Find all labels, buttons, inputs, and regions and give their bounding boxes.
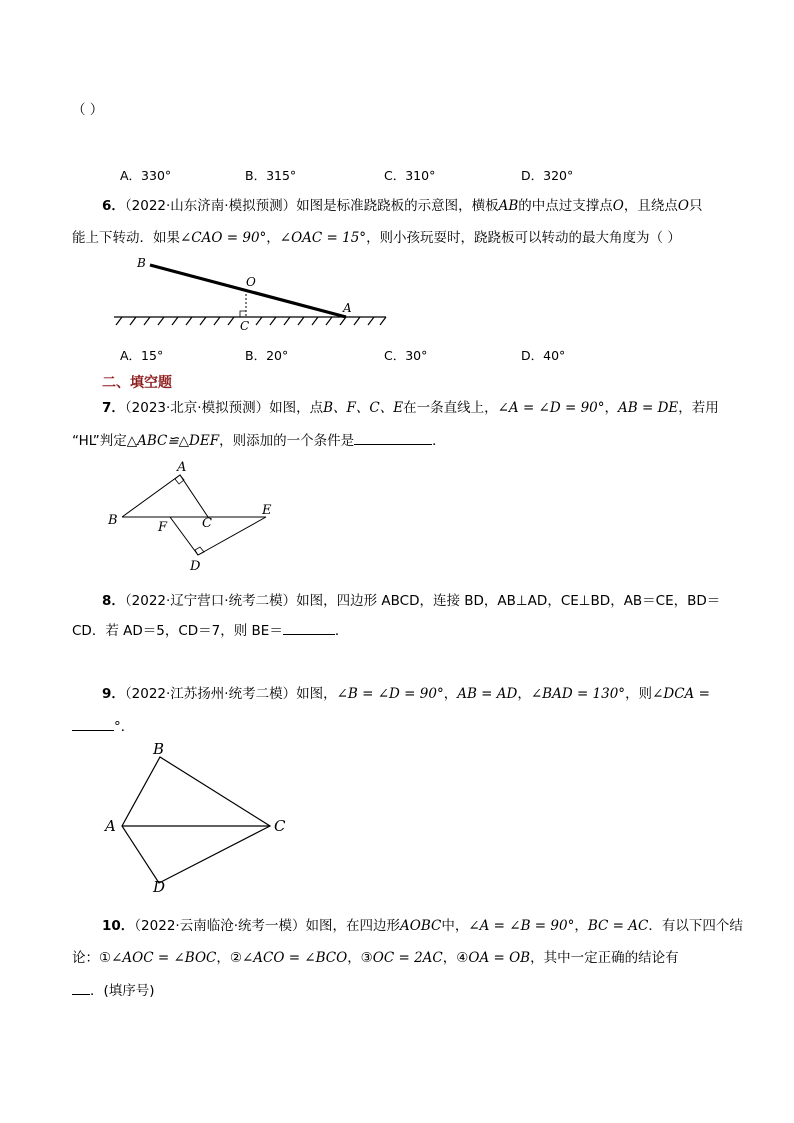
q8-answer-blank[interactable] [283, 620, 335, 635]
q5-option-d: D．320° [521, 168, 574, 183]
q9-number: 9． [102, 686, 125, 702]
q6-option-c: C．30° [384, 348, 428, 363]
q7-label-f: F [158, 520, 168, 535]
q7-number: 7． [102, 400, 125, 416]
q7-label-b: B [108, 513, 118, 528]
q10-line-2: 论：①∠AOC = ∠BOC，②∠ACO = ∠BCO，③OC = 2AC，④OA = OB，其中一定正确的结论有 [72, 950, 679, 966]
q7-label-d: D [190, 559, 201, 574]
q6-board-ab [150, 265, 346, 317]
q9-quadrilateral-abcd [122, 757, 270, 883]
q7-source: （2023·北京·模拟预测） [124, 400, 270, 416]
q6-label-o: O [246, 275, 256, 289]
q6-option-d: D．40° [521, 348, 566, 363]
q9-quadrilateral-figure [95, 735, 305, 895]
q9-source: （2022·江苏扬州·统考二模） [124, 686, 297, 702]
q9-line-2: °． [72, 716, 134, 737]
section-heading-fill-blank: 二、填空题 [102, 375, 172, 391]
q6-option-a: A．15° [120, 348, 164, 363]
q6-seesaw-figure [100, 250, 400, 340]
q6-label-c: C [240, 319, 250, 333]
q6-ground-hatching [116, 317, 386, 325]
q8-source: （2022·辽宁营口·统考二模） [124, 593, 297, 609]
q8-number: 8． [102, 593, 125, 609]
q8-line-1: 8．（2022·辽宁营口·统考二模）如图，四边形 ABCD，连接 BD，AB⊥AD，CE⊥BD，AB＝CE，BD＝ [102, 593, 721, 609]
q10-number: 10． [102, 918, 135, 934]
q9-label-d: D [153, 878, 166, 895]
q6-line-2: 能上下转动．如果∠CAO = 90°，∠OAC = 15°，则小孩玩耍时，跷跷板可以转动的最大角度为（ ） [72, 230, 681, 246]
q8-line-2: CD．若 AD＝5，CD＝7，则 BE＝ ． [72, 620, 348, 641]
q6-right-angle-mark [240, 311, 246, 317]
q6-label-b: B [137, 256, 146, 270]
q7-answer-blank[interactable] [354, 430, 432, 445]
q7-label-a: A [177, 460, 187, 475]
q7-triangles-figure [100, 452, 280, 577]
q7-line-2: “HL”判定△ABC≌△DEF，则添加的一个条件是 ． [72, 430, 446, 451]
q9-label-b: B [153, 740, 165, 758]
q5-option-a: A．330° [120, 168, 172, 183]
q9-answer-blank[interactable] [72, 716, 114, 731]
q9-label-c: C [274, 817, 286, 835]
q6-label-a: A [343, 301, 352, 315]
q5-option-b: B．315° [245, 168, 297, 183]
q9-label-a: A [105, 817, 116, 835]
q5-answer-paren: （ ） [72, 102, 104, 118]
q7-label-e: E [262, 503, 272, 518]
q7-line-1: 7．（2023·北京·模拟预测）如图，点B、F、C、E在一条直线上，∠A = ∠D = 90°，AB = DE，若用 [102, 400, 719, 416]
q7-triangle-def [170, 517, 266, 555]
q6-line-1: 6．（2022·山东济南·模拟预测）如图是标准跷跷板的示意图，横板AB的中点过支撑点O，且绕点O只 [102, 198, 703, 214]
q10-line-3: ．(填序号) [72, 980, 155, 1001]
q10-answer-blank[interactable] [72, 980, 90, 995]
q5-option-c: C．310° [384, 168, 436, 183]
q7-label-c: C [202, 516, 212, 531]
q10-source: （2022·云南临沧·统考一模） [134, 918, 306, 934]
q6-option-b: B．20° [245, 348, 289, 363]
q10-line-1: 10．（2022·云南临沧·统考一模）如图，在四边形AOBC中，∠A = ∠B = 90°，BC = AC．有以下四个结 [102, 918, 743, 934]
q6-number: 6． [102, 198, 125, 214]
q9-line-1: 9．（2022·江苏扬州·统考二模）如图，∠B = ∠D = 90°，AB = AD，∠BAD = 130°，则∠DCA = [102, 686, 710, 702]
q7-triangle-abc [122, 475, 208, 517]
q6-source: （2022·山东济南·模拟预测） [124, 198, 297, 214]
